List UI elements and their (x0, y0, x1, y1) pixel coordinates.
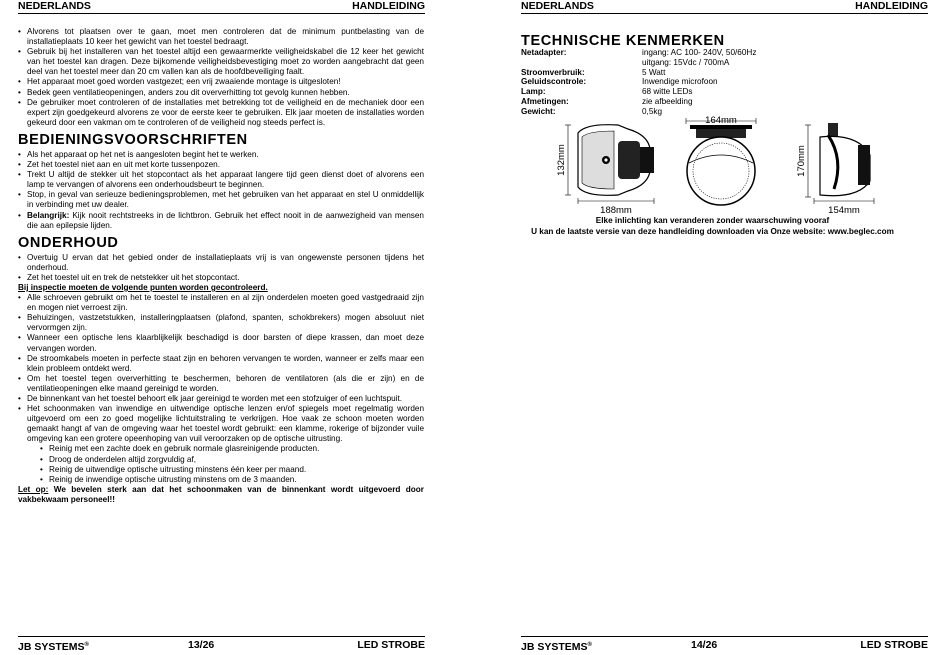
front-view-drawing (687, 125, 755, 205)
page-footer (18, 636, 425, 652)
spec-value: Inwendige microfoon (642, 77, 718, 87)
warning-label: Belangrijk: (27, 210, 70, 220)
list-item: • Wanneer een optische lens klaarblijkelijk beschadigd is door barsten of diepe krassen, dan moet deze vervangen worden. (18, 333, 424, 353)
spec-row (521, 48, 756, 58)
page-header (521, 0, 928, 14)
list-item: • Reinig de uitwendige optische uitrusting minstens één keer per maand. (40, 465, 424, 475)
list-item: • Alle schroeven gebruikt om het te toestel te installeren en al zijn onderdelen moeten goed vastgedraaid zijn en mogen niet verroest zijn. (18, 293, 424, 313)
side-view-drawing (578, 125, 654, 196)
installation-bullets (18, 27, 424, 128)
rear-height-label: 170mm (796, 145, 807, 177)
list-item: • De stroomkabels moeten in perfecte staat zijn en behoren vervangen te worden, wanneer er zelfs maar een klein probleem ontdekt werd. (18, 354, 424, 374)
spec-label: Geluidscontrole: (521, 77, 587, 87)
note-label: Let op: (18, 484, 49, 494)
header-language: NEDERLANDS (521, 0, 594, 12)
spec-label: Stroomverbruik: (521, 67, 585, 77)
maintenance-bullets-a (18, 253, 424, 283)
spec-value: 0,5kg (642, 106, 663, 116)
list-item: • Overtuig U ervan dat het gebied onder de installatieplaats vrij is van ongewenste personen tijdens het onderhoud. (18, 253, 424, 273)
spec-value: zie afbeelding (642, 96, 693, 106)
warning-text: Kijk nooit rechtstreeks in de lichtbron. Gebruik het effect nooit in de aanwezigheid van mensen die aan epilepsie lijden. (27, 210, 424, 230)
list-item: • Reinig met een zachte doek en gebruik normale glasreinigende producten. (40, 444, 424, 454)
footer-product: LED STROBE (357, 639, 425, 651)
page-number: 13/26 (188, 639, 215, 651)
spec-value: 68 witte LEDs (642, 87, 693, 97)
rear-view-drawing (820, 123, 870, 196)
list-item: • Als het apparaat op het net is aangesloten begint het te werken. (18, 150, 424, 160)
maintenance-title: ONDERHOUD (18, 234, 119, 251)
header-manual: HANDLEIDING (855, 0, 928, 12)
rear-width-label: 154mm (828, 205, 860, 216)
spec-row (521, 58, 756, 68)
spec-label: Netadapter: (521, 48, 567, 57)
notice-line: Elke inlichting kan veranderen zonder waarschuwing vooraf (595, 216, 830, 225)
tech-specs-title: TECHNISCHE KENMERKEN (521, 33, 725, 49)
footer-brand: JB SYSTEMS® (18, 641, 89, 653)
download-line: U kan de laatste versie van deze handleiding downloaden via Onze website: www.beglec.com (531, 227, 894, 236)
operating-title: BEDIENINGSVOORSCHRIFTEN (18, 131, 248, 148)
list-item: • Trekt U altijd de stekker uit het stopcontact als het apparaat langere tijd geen dienst doet of alvorens een lamp te vervangen of alvorens een onderhoudsbeurt te beginnen. (18, 170, 424, 190)
list-item: • Om het toestel tegen oververhitting te beschermen, behoren de ventilatoren (als die er zijn) en de ventilatieopeningen elke maand gereinigd te worden. (18, 374, 424, 394)
footer-product: LED STROBE (860, 639, 928, 651)
spec-label (521, 58, 642, 68)
header-language: NEDERLANDS (18, 0, 91, 12)
spec-row (521, 68, 756, 78)
maintenance-bullets-b (18, 293, 424, 444)
header-manual: HANDLEIDING (352, 0, 425, 12)
footer-brand: JB SYSTEMS® (521, 641, 592, 653)
spec-table (521, 48, 756, 117)
page-footer (521, 636, 928, 652)
page-header (18, 0, 425, 14)
list-item: • Bedek geen ventilatieopeningen, anders zou dit oververhitting tot gevolg kunnen hebben. (18, 88, 424, 98)
list-item: • Stop, in geval van serieuze bedieningsproblemen, met het gebruiken van het apparaat en stel U onmiddellijk in verbinding met uw dealer. (18, 190, 424, 210)
spec-row (521, 87, 756, 97)
list-item: • Alvorens tot plaatsen over te gaan, moet men controleren dat de minimum puntbelasting van de installatieplaats 10 keer het gewicht van het toestel bedraagt. (18, 27, 424, 47)
note-text: We bevelen sterk aan dat het schoonmaken van de binnenkant wordt uitgevoerd door vakbekwaam personeel!! (18, 484, 424, 504)
inspection-heading: Bij inspectie moeten de volgende punten worden gecontroleerd. (18, 282, 268, 292)
list-item: • Zet het toestel niet aan en uit met korte tussenpozen. (18, 160, 424, 170)
list-item: • Zet het toestel uit en trek de netstekker uit het stopcontact. (18, 273, 424, 283)
list-item: • De gebruiker moet controleren of de installaties met betrekking tot de veiligheid en de mechaniek door een expert zijn goedgekeurd alvorens ze voor de eerste keer te gebruiken. Elk jaar moeten de installaties worden gekeurd door een vakman om te controleren of de veiligheid nog steeds perfect is. (18, 98, 424, 128)
spec-label: Lamp: (521, 87, 546, 97)
cleaning-note (18, 485, 424, 505)
left-content (18, 27, 424, 505)
list-item: • Het apparaat moet goed worden vastgezet; een vrij zwaaiende montage is uitgesloten! (18, 77, 424, 87)
spec-label: Afmetingen: (521, 96, 569, 106)
dimension-drawings (558, 115, 903, 215)
spec-row (521, 77, 756, 87)
spec-value: uitgang: 15Vdc / 700mA (642, 57, 730, 67)
list-item: • De binnenkant van het toestel behoort elk jaar gereinigd te worden met een stofzuiger of een luchtspuit. (18, 394, 424, 404)
page-number: 14/26 (691, 639, 718, 651)
left-page (0, 0, 475, 654)
spec-label: Gewicht: (521, 106, 556, 116)
list-item (18, 211, 424, 231)
spec-value: ingang: AC 100- 240V, 50/60Hz (642, 48, 757, 57)
spec-row (521, 97, 756, 107)
side-height-label: 132mm (556, 144, 567, 176)
notice-block (475, 215, 950, 237)
side-width-label: 188mm (600, 205, 632, 216)
spec-value: 5 Watt (642, 67, 666, 77)
list-item: • Het schoonmaken van inwendige en uitwendige optische lenzen en/of spiegels moet regelmatig worden uitgevoerd om een zo goed mogelijke lichtuitstraling te verkrijgen. Hoe vaak ze schoon moeten worden gemaakt hangt af van de omgeving waar het toestel wordt gebruikt: een klamme, rokerige of bijzonder vuile omgeving kan een grotere opeenhoping van vuil veroorzaken op de optische uitrusting. (18, 404, 424, 444)
operating-bullets (18, 150, 424, 231)
list-item: • Droog de onderdelen altijd zorgvuldig af, (40, 455, 424, 465)
list-item: • Reinig de inwendige optische uitrusting minstens om de 3 maanden. (40, 475, 424, 485)
front-width-label: 164mm (705, 115, 737, 126)
cleaning-sub-bullets (18, 444, 424, 484)
list-item: • Behuizingen, vastzetstukken, installeringplaatsen (plafond, spanten, schokbrekers) mogen absoluut niet vervormgen zijn. (18, 313, 424, 333)
list-item: • Gebruik bij het installeren van het toestel altijd een gewaarmerkte veiligheidskabel die 12 keer het gewicht van het toestel kan dragen. Deze bijkomende veiligheidsbevestiging moet zo worden aangebracht dat geen deel van het toestel meer dan 20 cm vallen kan als de hoofdbeveiliging faalt. (18, 47, 424, 77)
